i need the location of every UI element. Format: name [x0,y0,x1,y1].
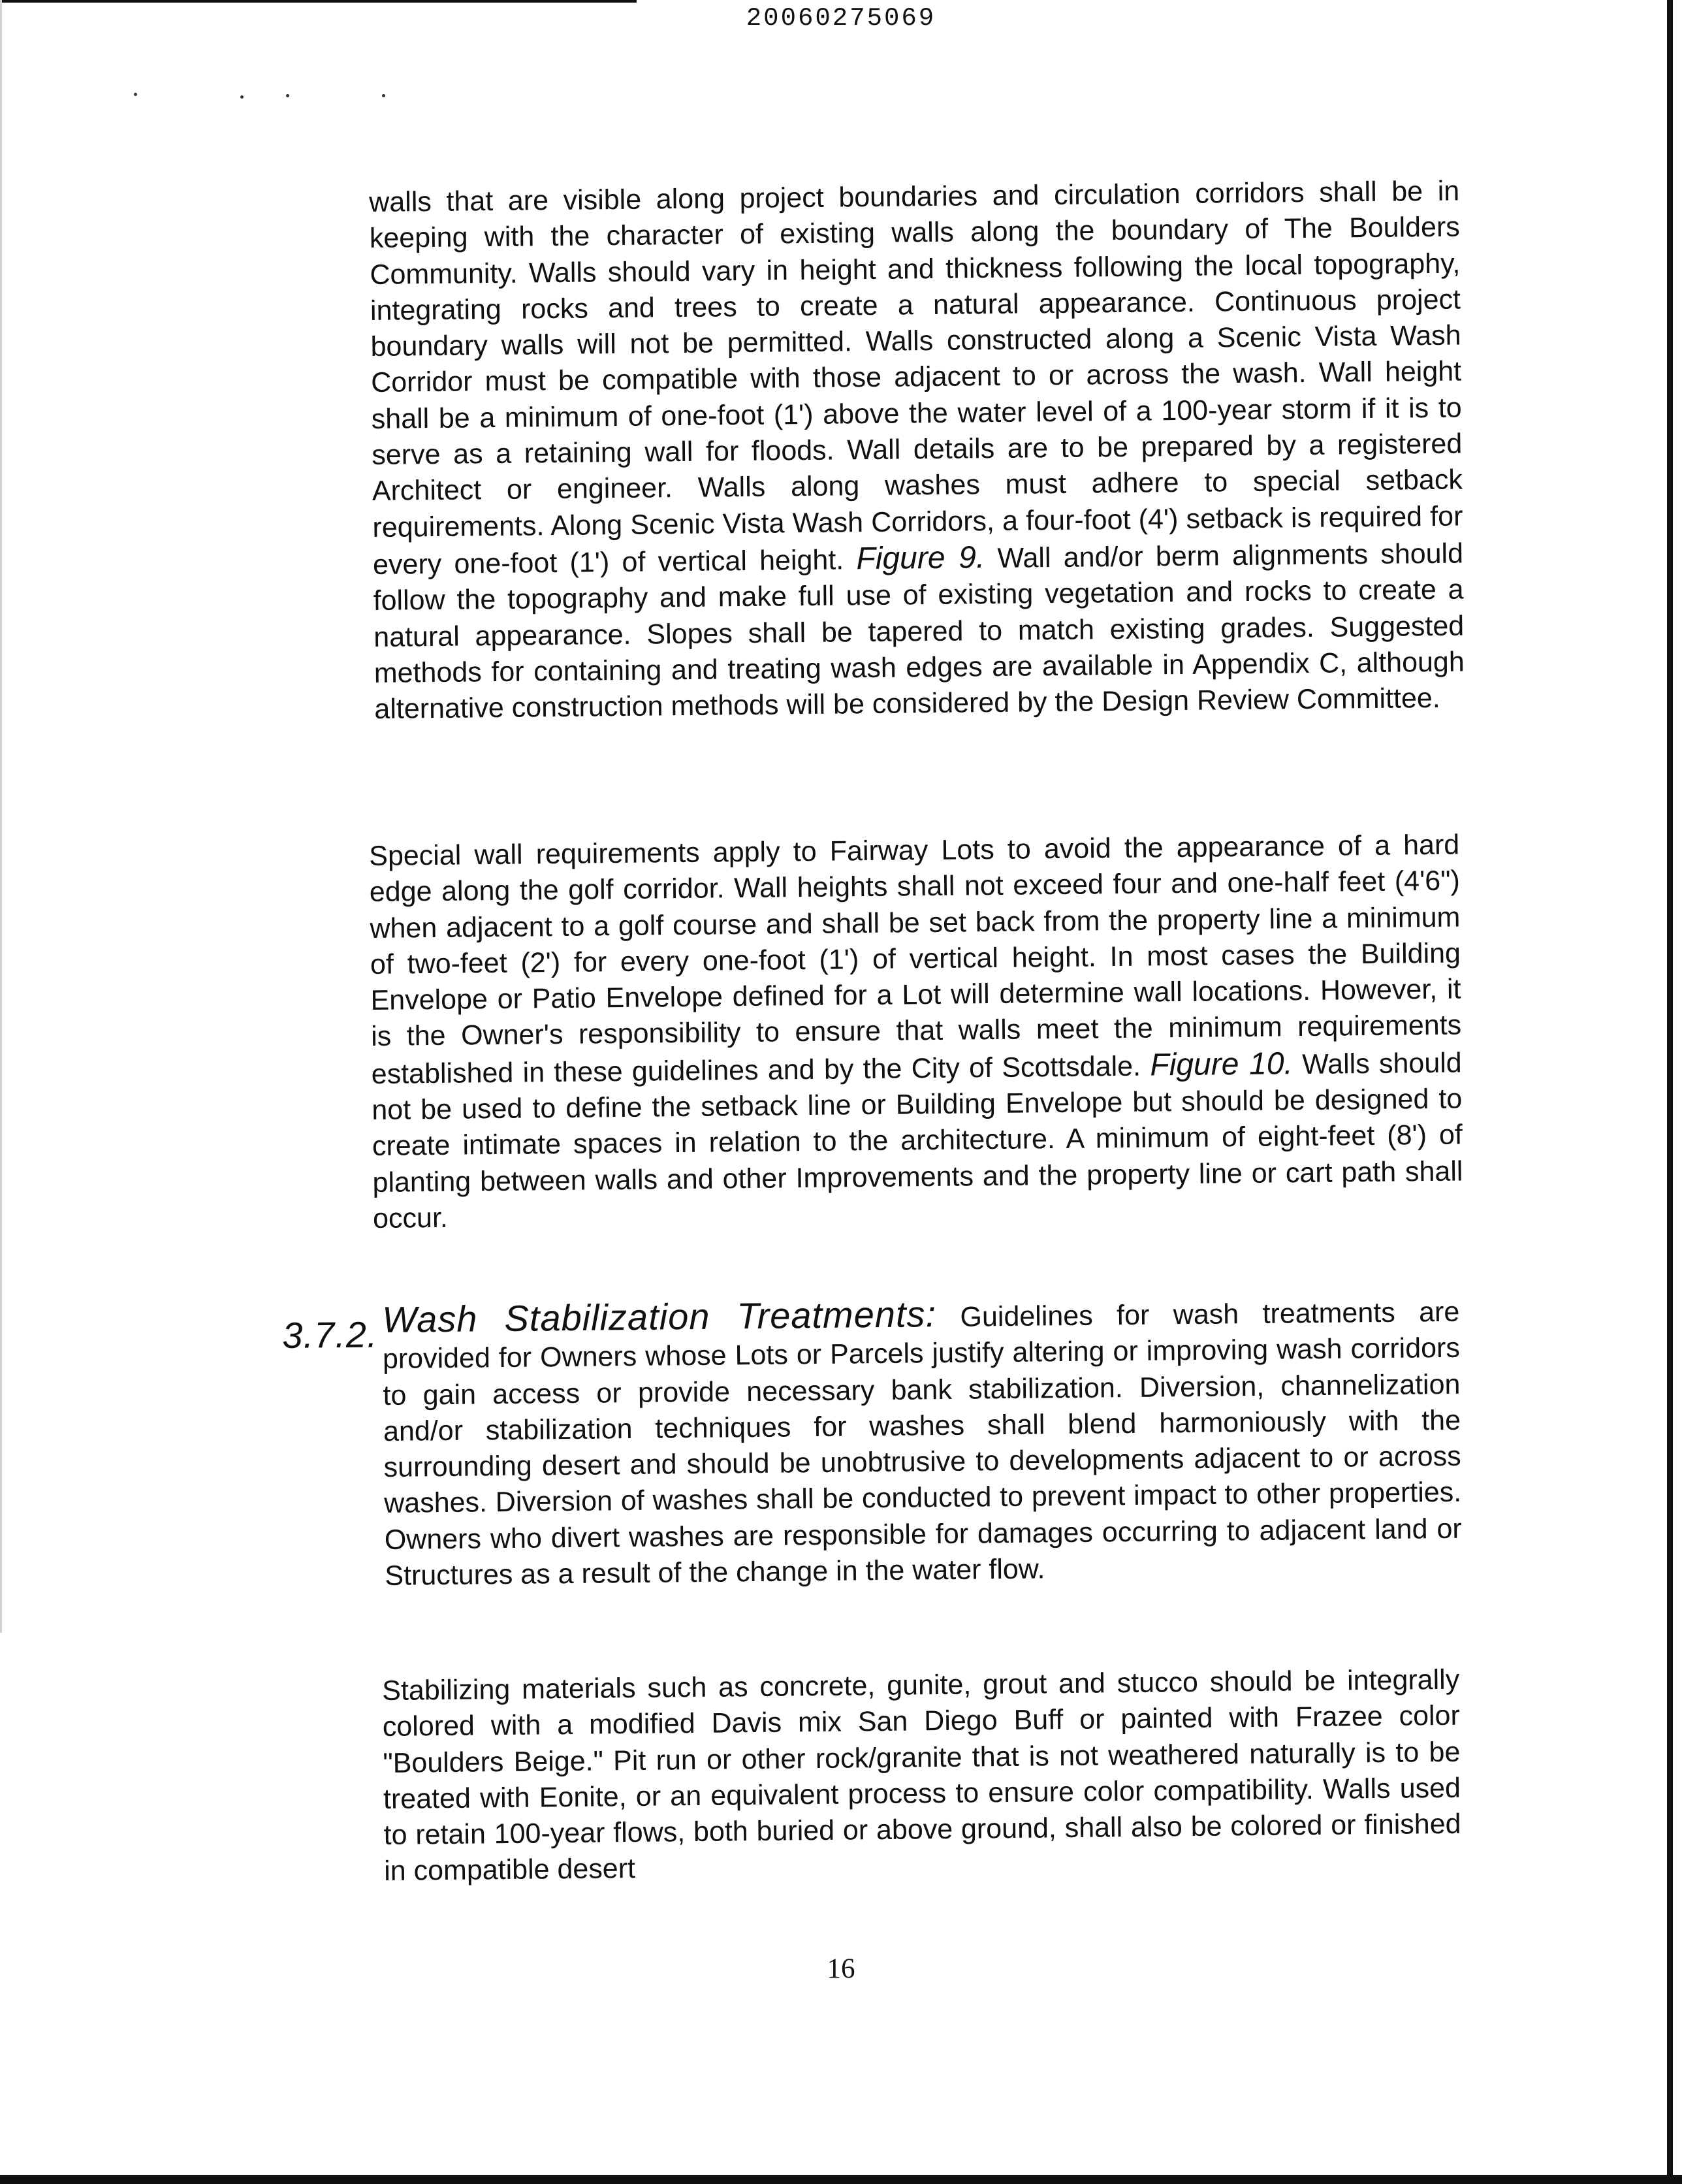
paragraph-walls-boundaries [369,174,1465,728]
section-heading: Wash Stabilization Treatments: [381,1293,937,1340]
section-number: 3.7.2. [282,1313,378,1356]
figure-10-reference: Figure 10. [1150,1046,1293,1083]
paragraph-fairway-lots [369,827,1463,1238]
section-body: Guidelines for wash treatments are provided for Owners whose Lots or Parcels justify altering or improving wash corridors to gain access or provide necessary bank stabilization. Diversion, channelization and/or stabilization techniques for washes shall blend harmoniously with the surrounding desert and should be unobtrusive to developments adjacent to or across washes. Diversion of washes shall be conducted to prevent impact to other properties. Owners who divert washes are responsible for damages occurring to adjacent land or Structures as a result of the change in the water flow. [382,1296,1462,1592]
paragraph-text: Stabilizing materials such as concrete, gunite, grout and stucco should be integrally colored with a modified Davis mix San Diego Buff or painted with Frazee color "Boulders Beige." Pit run or other rock/granite that is not weathered naturally is to be treated with Eonite, or an equivalent process to ensure color compatibility. Walls used to retain 100-year flows, both buried or above ground, shall also be colored or finished in compatible desert [382,1663,1461,1887]
paragraph-text: walls that are visible along project boundaries and circulation corridors shall be in keeping with the character of existing walls along the boundary of The Boulders Community. Walls should vary in height and thickness following the local topography, integrating rocks and trees to create a natural appearance. Continuous project boundary walls will not be permitted. Walls constructed along a Scenic Vista Wash Corridor must be compatible with those adjacent to or across the wash. Wall height shall be a minimum of one-foot (1') above the water level of a 100-year storm if it is to serve as a retaining wall for floods. Wall details are to be prepared by a registered Architect or engineer. Walls along washes must adhere to special setback requirements. Along Scenic Vista Wash Corridors, a four-foot (4') setback is required for every one-foot (1') of vertical height. [369,175,1463,581]
bottom-scan-border [0,2175,1682,2184]
figure-9-reference: Figure 9. [856,540,985,577]
section-wash-stabilization [382,1291,1463,1595]
left-scan-edge [0,0,2,1633]
page-number: 16 [827,1953,855,1984]
document-number: 20060275069 [746,4,936,33]
scan-speck [240,95,244,99]
paragraph-text: Walls should not be used to define the setback line or Building Envelope but should be designed to create intimate spaces in relation to the architecture. A minimum of eight-feet (8') of planting between walls and other Improvements and the property line or cart path shall occur. [372,1047,1463,1234]
scan-speck [382,94,385,97]
paragraph-text: Wall and/or berm alignments should follow the topography and make full use of existing vegetation and rocks to create a natural appearance. Slopes shall be tapered to match existing grades. Suggested methods for containing and treating wash edges are available in Appendix C, although alternative construction methods will be considered by the Design Review Committee. [373,538,1465,726]
paragraph-stabilizing-materials [382,1662,1461,1890]
paragraph-text: Special wall requirements apply to Fairway Lots to avoid the appearance of a hard edge along the golf corridor. Wall heights shall not exceed four and one-half feet (4'6") when adjacent to a golf course and shall be set back from the property line a minimum of two-feet (2') for every one-foot (1') of vertical height. In most cases the Building Envelope or Patio Envelope defined for a Lot will determine wall locations. However, it is the Owner's responsibility to ensure that walls meet the minimum requirements established in these guidelines and by the City of Scottsdale. [369,829,1462,1090]
scan-speck [286,94,289,97]
top-scan-rule [0,0,637,3]
right-scan-border [1667,0,1673,2178]
scan-speck [134,93,137,96]
